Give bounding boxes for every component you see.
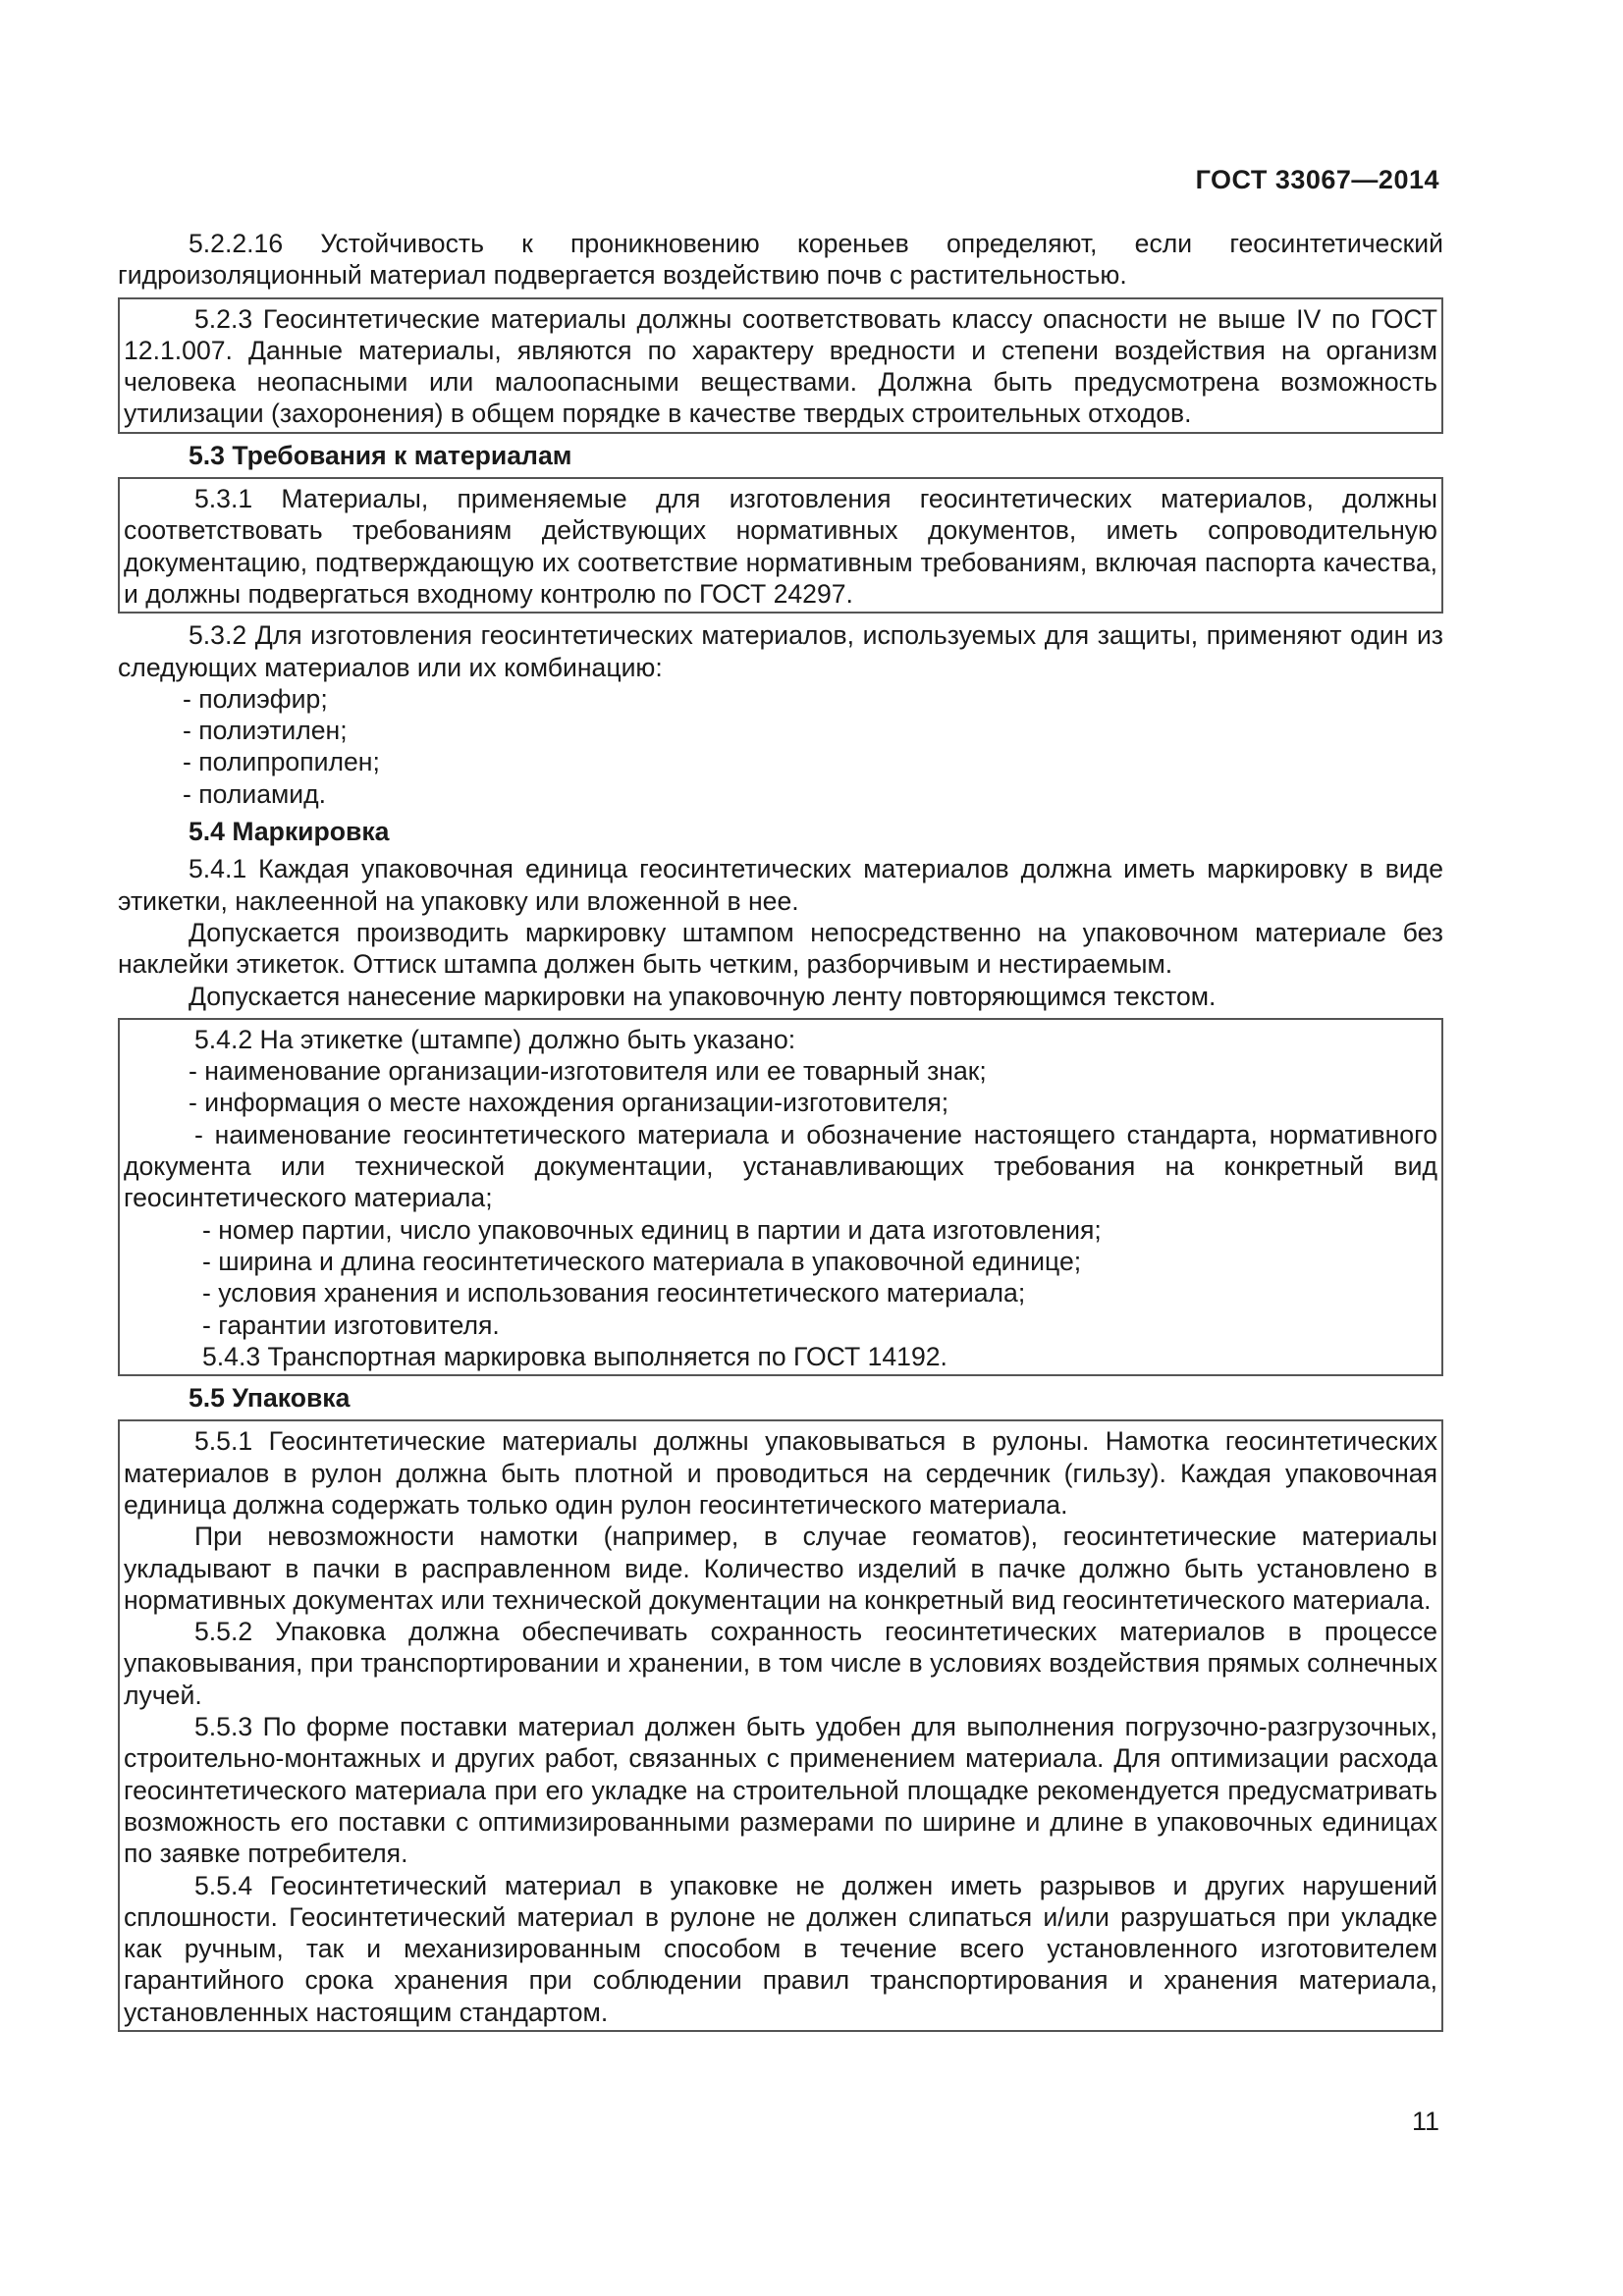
list-item: - наименование геосинтетического материала и обозначение настоящего стандарта, нормативного документа или технической документации, устанавливающих требования на конкретный вид геосинтетического материала; [124, 1119, 1437, 1213]
paragraph-5-4-1-stamp: Допускается производить маркировку штампом непосредственно на упаковочном материале без наклейки этикеток. Оттиск штампа должен быть четким, разборчивым и нестираемым. [118, 917, 1443, 980]
list-item: - условия хранения и использования геосинтетического материала; [202, 1278, 1026, 1308]
paragraph-5-3-1: 5.3.1 Материалы, применяемые для изготовления геосинтетических материалов, должны соответствовать требованиям действующих нормативных документов, иметь сопроводительную документацию, подтверждающую их соответствие нормативным требованиям, включая паспорта качества, и должны подвергаться входному контролю по ГОСТ 24297. [124, 484, 1437, 609]
paragraph-5-4-1: 5.4.1 Каждая упаковочная единица геосинтетических материалов должна иметь маркировку в виде этикетки, наклеенной на упаковку или вложенной в нее. [118, 854, 1443, 916]
document-body [118, 228, 1443, 2038]
list-item: - гарантии изготовителя. [202, 1309, 500, 1340]
revision-box-5-5 [118, 1419, 1443, 2032]
revision-box-5-3-1 [118, 477, 1443, 614]
paragraph-5-5-2: 5.5.2 Упаковка должна обеспечивать сохранность геосинтетических материалов в процессе упаковывания, при транспортировании и хранении, в том числе в условиях воздействия прямых солнечных лучей. [124, 1617, 1437, 1710]
section-heading-5-4: 5.4 Маркировка [189, 817, 390, 847]
list-item: - полиамид. [183, 778, 327, 809]
paragraph-5-4-3: 5.4.3 Транспортная маркировка выполняется по ГОСТ 14192. [202, 1341, 947, 1371]
list-item: - наименование организации-изготовителя или ее товарный знак; [189, 1056, 987, 1087]
page-number: 11 [1411, 2107, 1439, 2136]
paragraph-5-5-4: 5.5.4 Геосинтетический материал в упаковке не должен иметь разрывов и других нарушений сплошности. Геосинтетический материал в рулоне не должен слипаться и/или разрушаться при укладке как ручным, так и механизированным способом в течение всего установленного изготовителем гарантийного срока хранения при соблюдении правил транспортирования и хранения материала, установленных настоящим стандартом. [124, 1870, 1437, 2027]
paragraph-5-5-1-packs: При невозможности намотки (например, в случае геоматов), геосинтетические материалы укладывают в пачки в расправленном виде. Количество изделий в пачке должно быть установлено в нормативных документах или технической документации на конкретный вид геосинтетического материала. [124, 1522, 1437, 1615]
document-header: ГОСТ 33067—2014 [1195, 165, 1439, 194]
revision-box-5-2-3 [118, 297, 1443, 434]
paragraph-5-5-1: 5.5.1 Геосинтетические материалы должны упаковываться в рулоны. Намотка геосинтетических материалов в рулон должна быть плотной и проводиться на сердечник (гильзу). Каждая упаковочная единица должна содержать только один рулон геосинтетического материала. [124, 1426, 1437, 1520]
paragraph-5-4-1-tape: Допускается нанесение маркировки на упаковочную ленту повторяющимся текстом. [189, 981, 1217, 1011]
list-item: - полипропилен; [183, 747, 380, 777]
section-heading-5-3: 5.3 Требования к материалам [189, 440, 572, 470]
revision-box-5-4-2 [118, 1018, 1443, 1376]
paragraph-5-4-2: 5.4.2 На этикетке (штампе) должно быть указано: [194, 1024, 796, 1054]
list-item: - номер партии, число упаковочных единиц в партии и дата изготовления; [202, 1214, 1102, 1245]
list-item: - полиэтилен; [183, 716, 348, 746]
paragraph-5-5-3: 5.5.3 По форме поставки материал должен быть удобен для выполнения погрузочно-разгрузочных, строительно-монтажных и других работ, связанных с применением материала. Для оптимизации расхода геосинтетического материала при его укладке на строительной площадке рекомендуется предусматривать возможность его поставки с оптимизированными размерами по ширине и длине в упаковочных единицах по заявке потребителя. [124, 1712, 1437, 1869]
paragraph-5-2-2-16: 5.2.2.16 Устойчивость к проникновению кореньев определяют, если геосинтетический гидроизоляционный материал подвергается воздействию почв с растительностью. [118, 229, 1443, 291]
list-item: - ширина и длина геосинтетического материала в упаковочной единице; [202, 1246, 1082, 1276]
paragraph-5-2-3: 5.2.3 Геосинтетические материалы должны соответствовать классу опасности не выше IV по ГОСТ 12.1.007. Данные материалы, являются по характеру вредности и степени воздействия на организм человека неопасными или малоопасными веществами. Должна быть предусмотрена возможность утилизации (захоронения) в общем порядке в качестве твердых строительных отходов. [124, 303, 1437, 429]
section-heading-5-5: 5.5 Упаковка [189, 1383, 351, 1414]
paragraph-5-3-2: 5.3.2 Для изготовления геосинтетических материалов, используемых для защиты, применяют один из следующих материалов или их комбинацию: [118, 620, 1443, 682]
list-item: - информация о месте нахождения организации-изготовителя; [189, 1088, 949, 1118]
list-item: - полиэфир; [183, 683, 328, 714]
